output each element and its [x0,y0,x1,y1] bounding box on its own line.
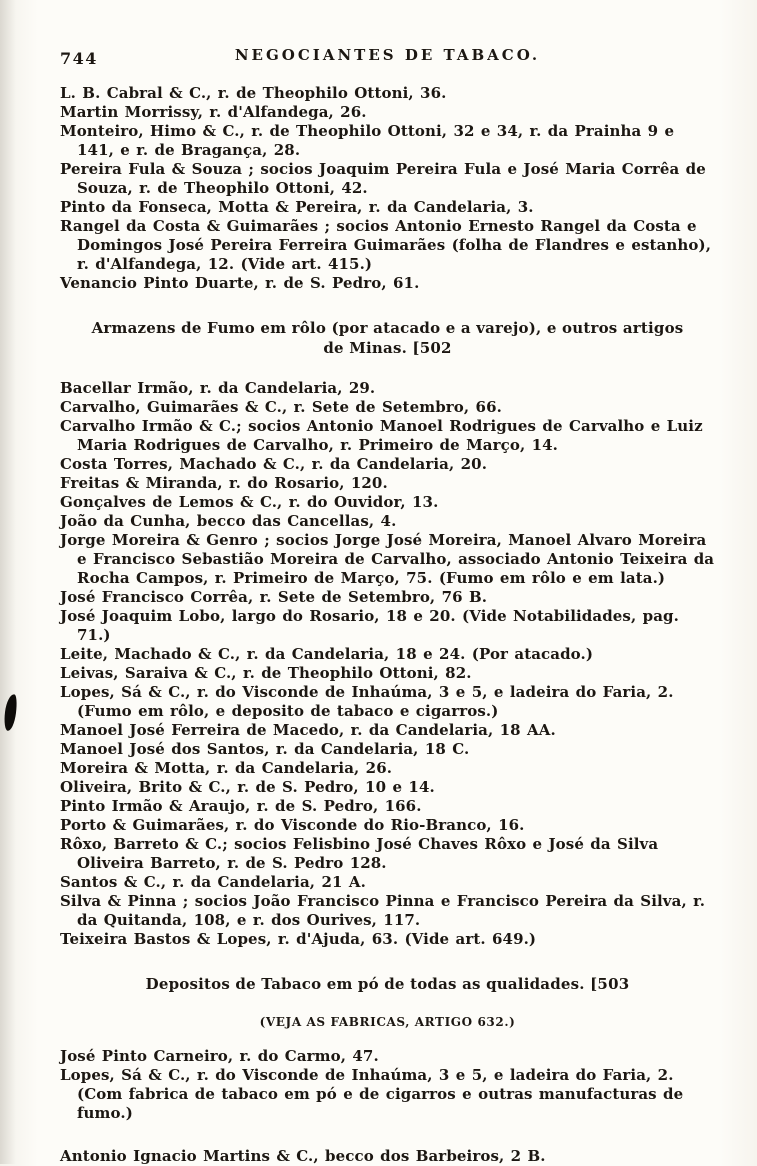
directory-entry: Carvalho, Guimarães & C., r. Sete de Setembro, 66. [60,398,502,416]
directory-entry: Rôxo, Barreto & C.; socios Felisbino José Chaves Rôxo e José da Silva Oliveira Barreto, r. de S. Pedro 128. [60,835,659,872]
directory-entry: Oliveira, Brito & C., r. de S. Pedro, 10 e 14. [60,778,435,796]
directory-entry: Silva & Pinna ; socios João Francisco Pinna e Francisco Pereira da Silva, r. da Quitanda, 108, e r. dos Ourives, 117. [60,892,706,929]
directory-entry: José Francisco Corrêa, r. Sete de Setembro, 76 B. [60,588,488,606]
directory-entry: Monteiro, Himo & C., r. de Theophilo Ottoni, 32 e 34, r. da Prainha 9 e 141, e r. de Bragança, 28. [60,122,675,159]
directory-entry: Costa Torres, Machado & C., r. da Candelaria, 20. [60,455,488,473]
page-header [60,44,715,68]
directory-entry: Freitas & Miranda, r. do Rosario, 120. [60,474,388,492]
directory-entry: Manoel José dos Santos, r. da Candelaria, 18 C. [60,740,470,758]
running-title: NEGOCIANTES DE TABACO. [234,46,541,64]
directory-entry: Leite, Machado & C., r. da Candelaria, 18 e 24. (Por atacado.) [60,645,594,663]
directory-entry: Porto & Guimarães, r. do Visconde do Rio-Branco, 16. [60,816,525,834]
directory-entry: Martin Morrissy, r. d'Alfandega, 26. [60,103,367,121]
section-heading-depositos-tabaco [70,974,705,994]
directory-entry: Venancio Pinto Duarte, r. de S. Pedro, 61. [60,274,420,292]
heading-line: Depositos de Tabaco em pó de todas as qualidades. [503 [145,975,630,993]
directory-entry: Lopes, Sá & C., r. do Visconde de Inhaúma, 3 e 5, e ladeira do Faria, 2. (Fumo em rôlo, e deposito de tabaco e cigarros.) [60,683,674,720]
directory-entry: L. B. Cabral & C., r. de Theophilo Ottoni, 36. [60,84,447,102]
directory-entry: Teixeira Bastos & Lopes, r. d'Ajuda, 63. (Vide art. 649.) [60,930,537,948]
directory-entry: Bacellar Irmão, r. da Candelaria, 29. [60,379,376,397]
directory-entry: Pinto da Fonseca, Motta & Pereira, r. da Candelaria, 3. [60,198,534,216]
page-number: 744 [60,49,98,68]
directory-entry: Carvalho Irmão & C.; socios Antonio Manoel Rodrigues de Carvalho e Luiz Maria Rodrigues de Carvalho, r. Primeiro de Março, 14. [60,417,703,454]
heading-line: de Minas. [502 [323,339,452,357]
entry-list-tabaco [60,84,715,293]
directory-entry: José Joaquim Lobo, largo do Rosario, 18 e 20. (Vide Notabilidades, pag. 71.) [60,607,679,644]
directory-entry: Antonio Ignacio Martins & C., becco dos Barbeiros, 2 B. [60,1147,546,1165]
directory-entry: José Pinto Carneiro, r. do Carmo, 47. [60,1047,379,1065]
directory-entry: Jorge Moreira & Genro ; socios Jorge José Moreira, Manoel Alvaro Moreira e Francisco Sebastião Moreira de Carvalho, associado Antonio Teixeira da Rocha Campos, r. Primeiro de Março, 75. (Fumo em rôlo e em lata.) [60,531,715,587]
heading-line: Armazens de Fumo em rôlo (por atacado e a varejo), e outros artigos [91,319,684,337]
directory-entry: Lopes, Sá & C., r. do Visconde de Inhaúma, 3 e 5, e ladeira do Faria, 2. (Com fabrica de tabaco em pó e de cigarros e outras manufacturas de fumo.) [60,1066,684,1122]
section-subheading-veja-fabricas: (VEJA AS FABRICAS, ARTIGO 632.) [259,1015,516,1029]
directory-entry: Gonçalves de Lemos & C., r. do Ouvidor, 13. [60,493,439,511]
directory-entry: João da Cunha, becco das Cancellas, 4. [60,512,397,530]
directory-entry: Manoel José Ferreira de Macedo, r. da Candelaria, 18 AA. [60,721,556,739]
directory-entry: Pinto Irmão & Araujo, r. de S. Pedro, 166. [60,797,422,815]
entry-list-armazens [60,379,715,949]
directory-entry: Santos & C., r. da Candelaria, 21 A. [60,873,366,891]
directory-entry: Pereira Fula & Souza ; socios Joaquim Pereira Fula e José Maria Corrêa de Souza, r. de Theophilo Ottoni, 42. [60,160,706,197]
directory-entry: Leivas, Saraiva & C., r. de Theophilo Ottoni, 82. [60,664,472,682]
directory-entry: Moreira & Motta, r. da Candelaria, 26. [60,759,393,777]
directory-entry: Rangel da Costa & Guimarães ; socios Antonio Ernesto Rangel da Costa e Domingos José Pereira Ferreira Guimarães (folha de Flandres e estanho), r. d'Alfandega, 12. (Vide art. 415.) [60,217,712,273]
section-heading-armazens-fumo [70,318,705,358]
entry-list-depositos [60,1047,715,1123]
